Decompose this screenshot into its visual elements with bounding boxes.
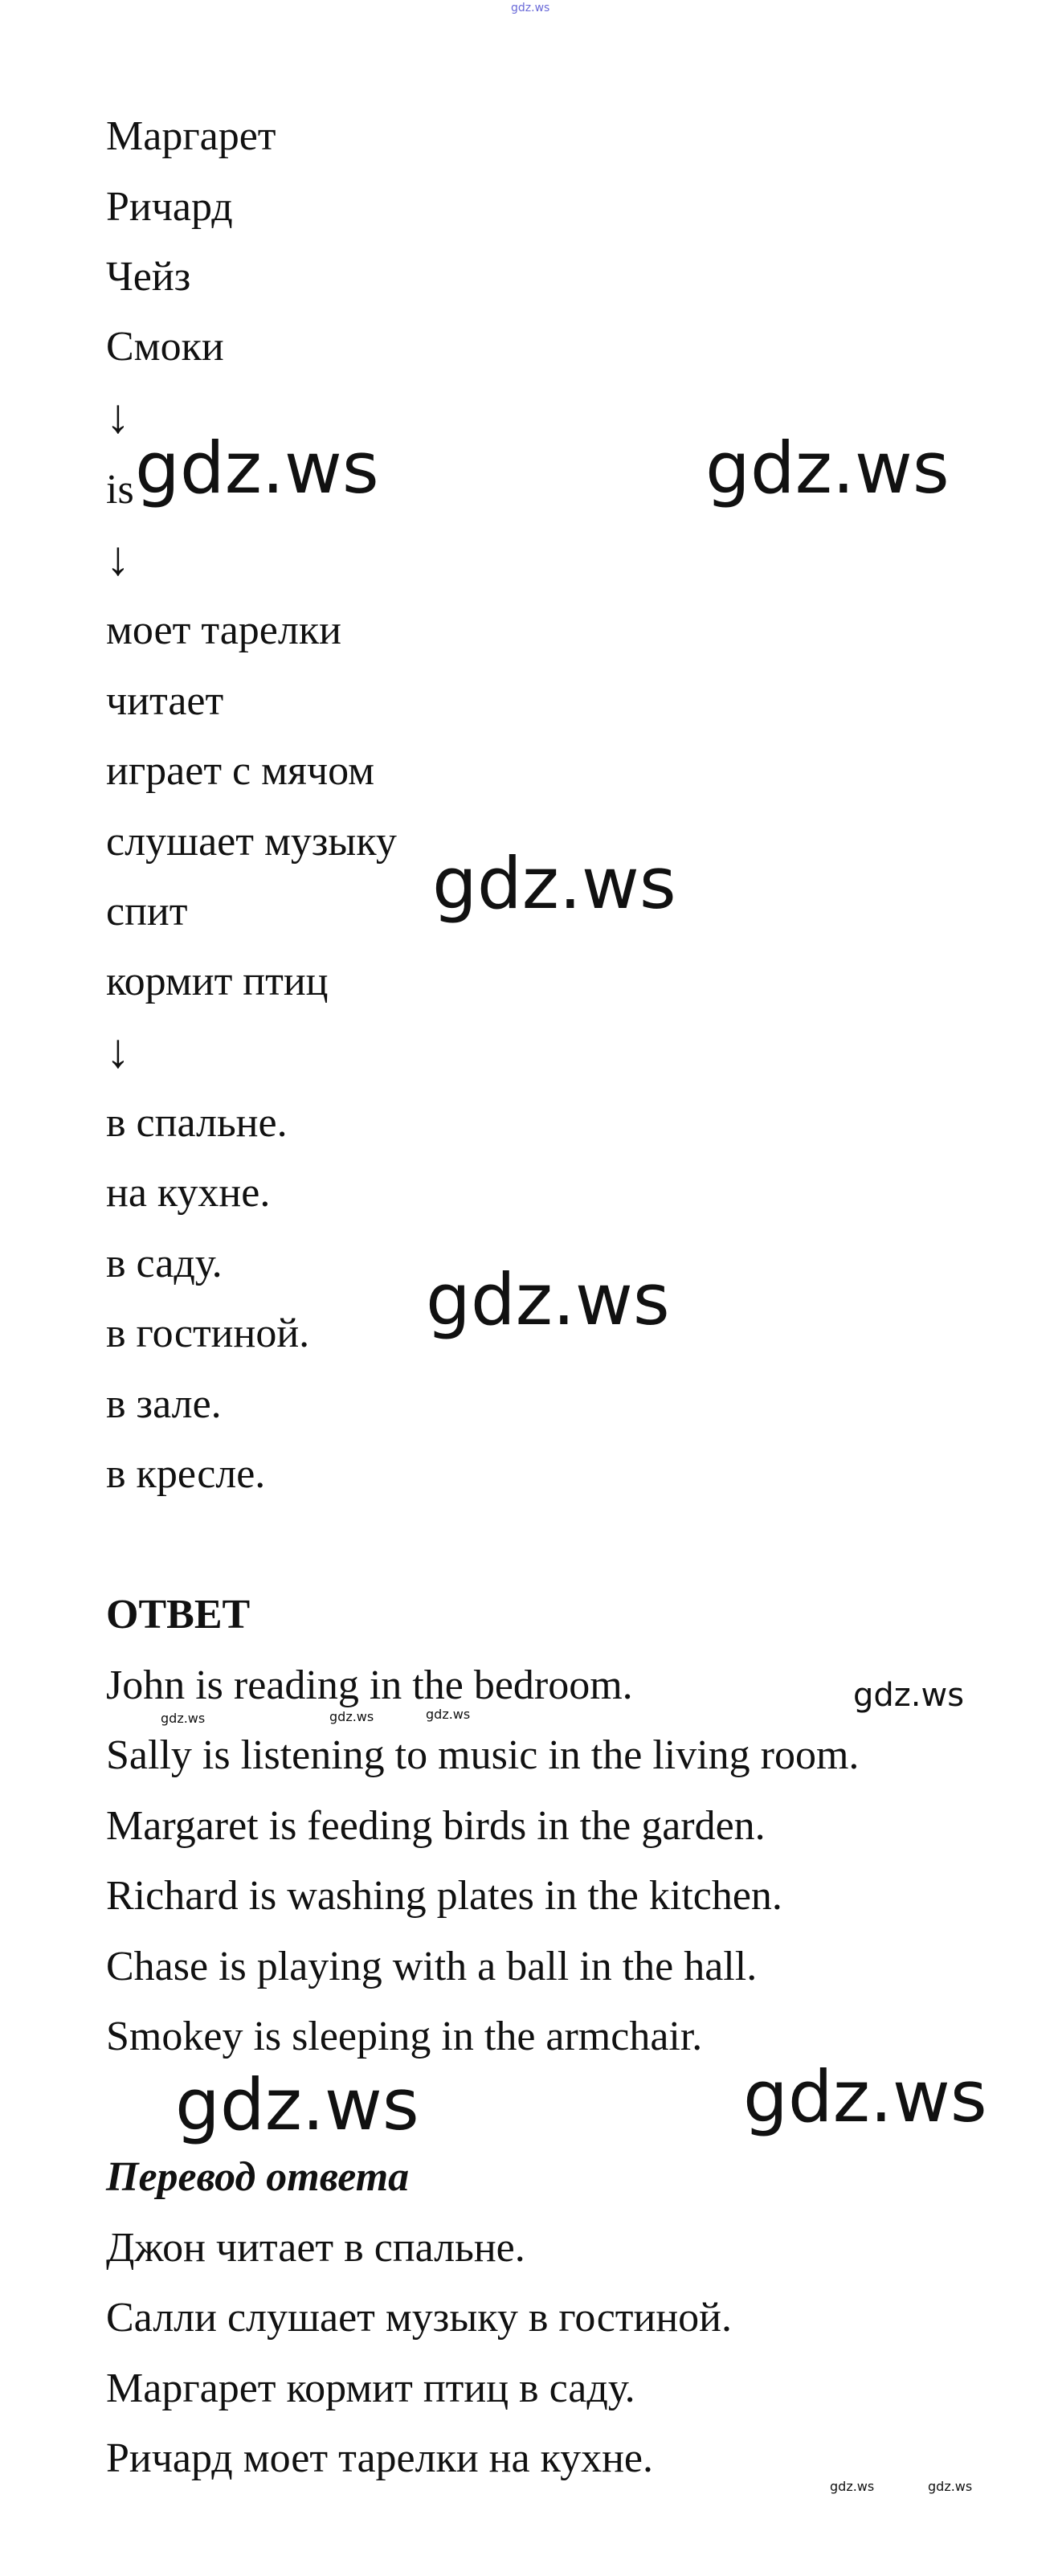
translation-heading: Перевод ответа [106, 2154, 410, 2200]
verb-text: is [106, 467, 134, 513]
subject-item: Маргарет [106, 113, 276, 159]
arrow-down: ↓ [106, 1024, 130, 1077]
watermark-small: gdz.ws [928, 2479, 973, 2494]
subject-item: Чейз [106, 254, 191, 300]
place-item: в кресле. [106, 1451, 266, 1497]
action-item: играет с мячом [106, 748, 375, 794]
place-item: в зале. [106, 1381, 222, 1427]
arrow-down: ↓ [106, 532, 130, 585]
place-item: на кухне. [106, 1170, 271, 1216]
answer-heading: ОТВЕТ [106, 1592, 251, 1638]
answer-line: Smokey is sleeping in the armchair. [106, 2014, 703, 2059]
translation-line: Джон читает в спальне. [106, 2225, 525, 2271]
answer-line: Richard is washing plates in the kitchen. [106, 1873, 782, 1919]
translation-line: Салли слушает музыку в гостиной. [106, 2295, 732, 2341]
watermark: gdz.ws [432, 842, 676, 925]
watermark-small: gdz.ws [329, 1709, 374, 1724]
answer-line: Margaret is feeding birds in the garden. [106, 1803, 766, 1849]
subject-item: Смоки [106, 324, 224, 370]
watermark-small: gdz.ws [426, 1707, 471, 1722]
answer-line: Sally is listening to music in the living room. [106, 1732, 860, 1778]
answer-line: Chase is playing with a ball in the hall. [106, 1944, 758, 1989]
watermark: gdz.ws [743, 2055, 987, 2138]
translation-line: Маргарет кормит птиц в саду. [106, 2365, 635, 2411]
translation-line: Ричард моет тарелки на кухне. [106, 2435, 654, 2481]
watermark: gdz.ws [705, 427, 950, 509]
watermark-small: gdz.ws [161, 1711, 206, 1726]
place-item: в спальне. [106, 1100, 288, 1146]
place-item: в саду. [106, 1241, 223, 1286]
arrow-down: ↓ [106, 390, 130, 443]
subject-item: Ричард [106, 184, 233, 230]
watermark: gdz.ws [853, 1677, 965, 1714]
action-item: слушает музыку [106, 819, 397, 865]
place-item: в гостиной. [106, 1310, 310, 1356]
watermark: gdz.ws [175, 2063, 419, 2146]
action-item: спит [106, 889, 188, 934]
watermark-small: gdz.ws [830, 2479, 875, 2494]
watermark: gdz.ws [426, 1258, 670, 1341]
watermark-top: gdz.ws [511, 2, 550, 14]
action-item: кормит птиц [106, 959, 329, 1004]
watermark: gdz.ws [135, 427, 379, 509]
action-item: моет тарелки [106, 607, 341, 653]
answer-line: John is reading in the bedroom. [106, 1662, 633, 1708]
action-item: читает [106, 678, 224, 724]
